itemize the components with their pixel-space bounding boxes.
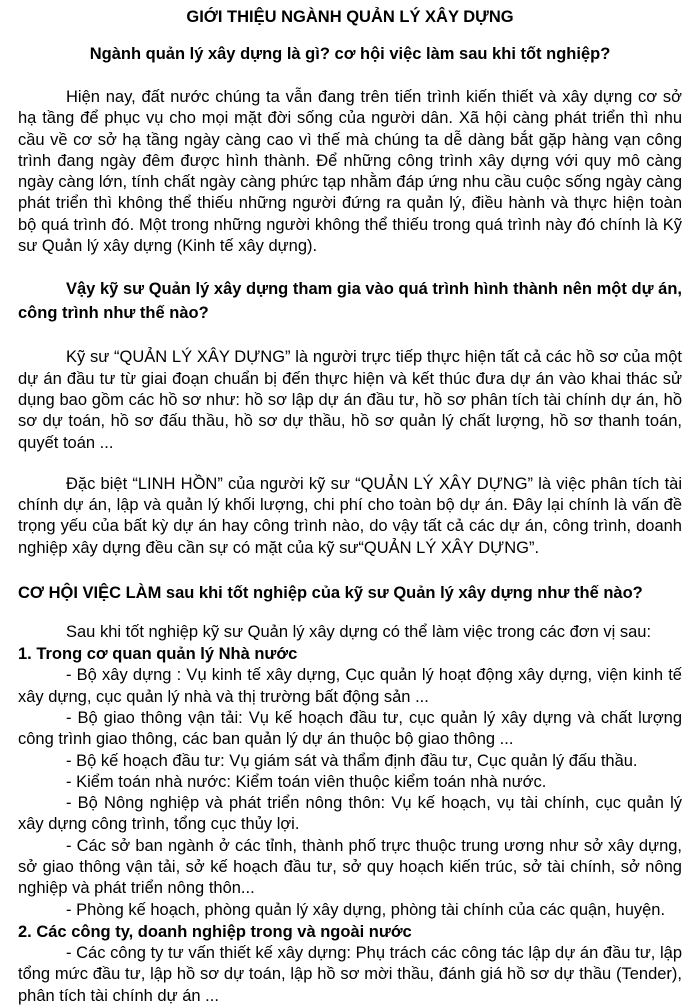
answer-paragraph-2: Đặc biệt “LINH HỒN” của người kỹ sư “QUẢN LÝ XÂY DỰNG” là việc phân tích tài chính dự án, lập và quản lý khối lượng, chi phí cho toàn bộ dự án. Đây lại chính là vấn đề trọng yếu của bất kỳ dự án hay công trình nào, do vậy tất cả các dự án, công trình, doanh nghiệp xây dựng đều cần sự có mặt của kỹ sư“QUẢN LÝ XÂY DỰNG”.	[18, 474, 682, 557]
question-heading-2: CƠ HỘI VIỆC LÀM sau khi tốt nghiệp của kỹ sư Quản lý xây dựng như thế nào?	[18, 584, 643, 603]
question-heading-1: Vậy kỹ sư Quản lý xây dựng tham gia vào quá trình hình thành nên một dự án, công trình như thế nào?	[18, 280, 682, 323]
list-item: - Bộ Nông nghiệp và phát triển nông thôn: Vụ kế hoạch, vụ tài chính, cục quản lý xây dựng công trình, tổng cục thủy lợi.	[18, 794, 682, 834]
list-item: - Kiểm toán nhà nước: Kiểm toán viên thuộc kiểm toán nhà nước.	[66, 772, 547, 791]
list-item: - Các sở ban ngành ở các tỉnh, thành phố trực thuộc trung ương như sở xây dựng, sở giao thông vận tải, sở kế hoạch đầu tư, sở quy hoạch kiến trúc, sở tài chính, sở nông nghiệp và phát triển nông thôn...	[18, 836, 682, 898]
document-subtitle: Ngành quản lý xây dựng là gì? cơ hội việc làm sau khi tốt nghiệp?	[89, 45, 611, 63]
intro-paragraph: Hiện nay, đất nước chúng ta vẫn đang trên tiến trình kiến thiết và xây dựng cơ sở hạ tầng để phục vụ cho mọi mặt đời sống của người dân. Xã hội càng phát triển thì nhu cầu về cơ sở hạ tầng ngày càng cao vì thế mà chúng ta dễ dàng bắt gặp hàng vạn công trình đang ngày đêm được hình thành. Để những công trình xây dựng với quy mô càng ngày càng lớn, tính chất ngày càng phức tạp nhằm đáp ứng nhu cầu cuộc sống ngày càng phát triển thì không thể thiếu những người đứng ra quản lý, điều hành và thực hiện toàn bộ quá trình đó. Một trong những người không thể thiếu trong quá trình này đó chính là Kỹ sư Quản lý xây dựng (Kinh tế xây dựng).	[18, 88, 682, 256]
document-page	[0, 6, 700, 1005]
list-item: - Bộ kế hoạch đầu tư: Vụ giám sát và thẩm định đầu tư, Cục quản lý đấu thầu.	[66, 751, 638, 770]
answer-paragraph-1: Kỹ sư “QUẢN LÝ XÂY DỰNG” là người trực tiếp thực hiện tất cả các hồ sơ của một dự án đầu tư từ giai đoạn chuẩn bị đến thực hiện và kết thúc đưa dự án vào khai thác sử dụng bao gồm các hồ sơ như: hồ sơ lập dự án đầu tư, hồ sơ phân tích tài chính dự án, hồ sơ dự toán, hồ sơ đấu thầu, hồ sơ dự thầu, hồ sơ quản lý chất lượng, hồ sơ thanh toán, quyết toán ...	[18, 348, 682, 452]
list-item: - Các công ty tư vấn thiết kế xây dựng: Phụ trách các công tác lập dự án đầu tư, lập tổng mức đầu tư, lập hồ sơ dự toán, lập hồ sơ mời thầu, đánh giá hồ sơ dự thầu (Tender), phân tích tài chính dự án ...	[18, 943, 682, 1005]
section-heading-1: 1. Trong cơ quan quản lý Nhà nước	[18, 645, 298, 664]
answer-intro-paragraph: Sau khi tốt nghiệp kỹ sư Quản lý xây dựng có thể làm việc trong các đơn vị sau:	[66, 623, 652, 642]
section-heading-2: 2. Các công ty, doanh nghiệp trong và ngoài nước	[18, 922, 412, 941]
list-item: - Bộ giao thông vận tải: Vụ kế hoạch đầu tư, cục quản lý xây dựng và chất lượng công trình giao thông, các ban quản lý dự án thuộc bộ giao thông ...	[18, 708, 682, 749]
document-title: GIỚI THIỆU NGÀNH QUẢN LÝ XÂY DỰNG	[186, 8, 514, 26]
list-item: - Bộ xây dựng : Vụ kinh tế xây dựng, Cục quản lý hoạt động xây dựng, viện kinh tế xây dựng, cục quản lý nhà và thị trường bất động sản ...	[18, 666, 682, 706]
list-item: - Phòng kế hoạch, phòng quản lý xây dựng, phòng tài chính của các quận, huyện.	[66, 900, 666, 919]
